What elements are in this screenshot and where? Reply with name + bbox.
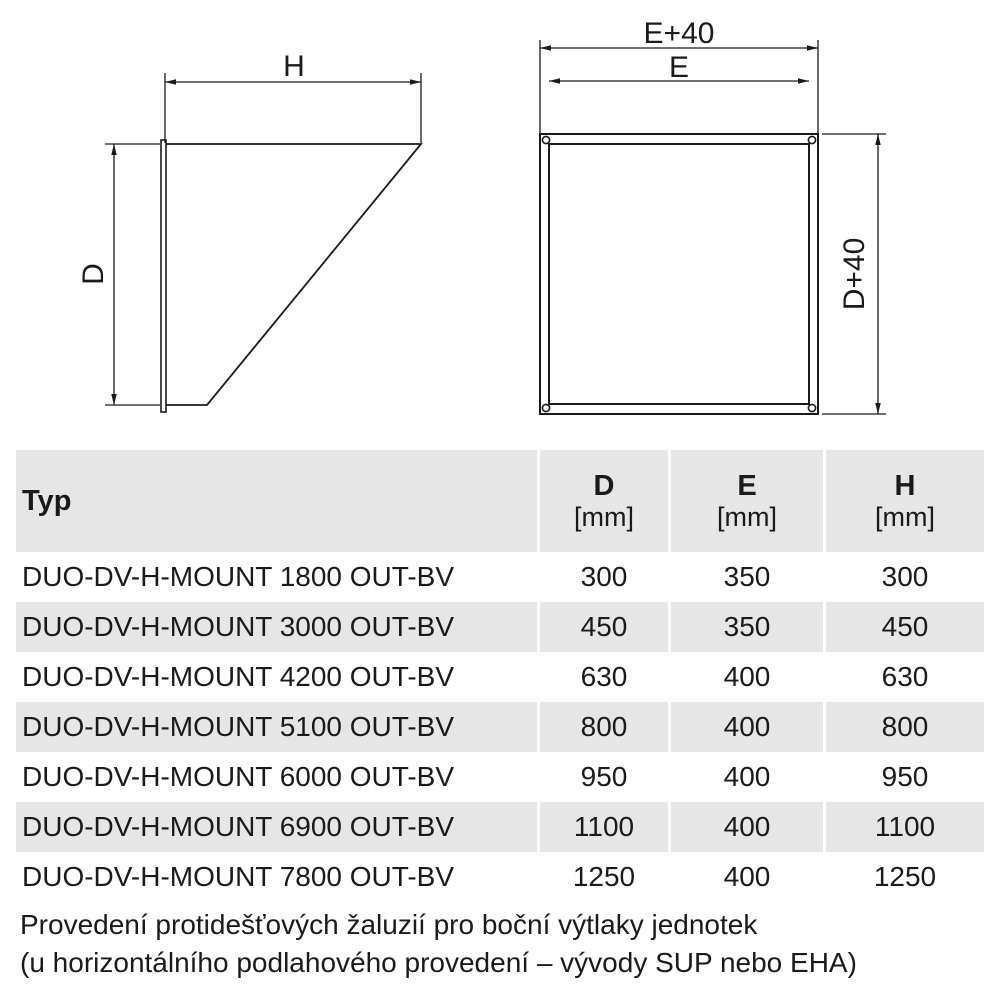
dimension-label-d-plus-40: D+40: [838, 237, 871, 311]
cell-h: 1250: [823, 852, 984, 902]
front-view: [540, 40, 886, 414]
cell-h: 300: [823, 552, 984, 602]
table-row: [16, 802, 984, 852]
dimension-label-d: D: [77, 263, 110, 285]
cell-e: 400: [668, 752, 823, 802]
table-row: [16, 702, 984, 752]
cell-h: 1100: [823, 802, 984, 852]
cell-h: 630: [823, 652, 984, 702]
cell-type: DUO-DV-H-MOUNT 4200 OUT-BV: [22, 661, 454, 692]
cell-h: 800: [823, 702, 984, 752]
mounting-hole-bottom-left: [542, 404, 549, 411]
side-view: [105, 73, 421, 412]
cell-d: 1250: [537, 852, 668, 902]
cell-type: DUO-DV-H-MOUNT 6900 OUT-BV: [16, 802, 537, 852]
mounting-hole-top-right: [808, 136, 815, 143]
cell-d: 800: [537, 702, 668, 752]
header-e-unit: [mm]: [717, 502, 777, 532]
cell-d: 450: [537, 602, 668, 652]
table-row: [16, 552, 984, 602]
cell-d: 300: [537, 552, 668, 602]
header-d-unit: [mm]: [574, 502, 634, 532]
cell-type: DUO-DV-H-MOUNT 6000 OUT-BV: [22, 761, 454, 792]
dimension-label-h: H: [283, 50, 305, 83]
header-type: Typ: [16, 450, 537, 552]
front-frame-inner: [549, 144, 809, 404]
caption-line-1: Provedení protidešťových žaluzií pro boční výtlaky jednotek: [20, 909, 758, 940]
header-d-name: D: [593, 470, 615, 502]
caption: [20, 906, 990, 982]
cell-d: 1100: [537, 802, 668, 852]
cell-type: DUO-DV-H-MOUNT 5100 OUT-BV: [16, 702, 537, 752]
dimension-label-e-plus-40: E+40: [643, 17, 715, 50]
cell-type: DUO-DV-H-MOUNT 1800 OUT-BV: [22, 561, 454, 592]
header-h-unit: [mm]: [875, 502, 935, 532]
table-row: [16, 752, 984, 802]
caption-line-2: (u horizontálního podlahového provedení – vývody SUP nebo EHA): [20, 947, 857, 978]
cell-e: 350: [668, 552, 823, 602]
dimensions-table: [16, 450, 984, 902]
cell-d: 950: [537, 752, 668, 802]
technical-drawing: [0, 0, 1000, 440]
cell-e: 400: [668, 802, 823, 852]
cell-type: DUO-DV-H-MOUNT 7800 OUT-BV: [22, 861, 454, 892]
mounting-hole-bottom-right: [808, 404, 815, 411]
cell-h: 450: [823, 602, 984, 652]
header-h: [823, 450, 984, 552]
table-header-row: [16, 450, 984, 552]
mounting-flange: [161, 140, 166, 412]
table-row: [16, 652, 984, 702]
cell-e: 400: [668, 852, 823, 902]
header-e-name: E: [737, 470, 757, 502]
header-e: [668, 450, 823, 552]
cell-e: 350: [668, 602, 823, 652]
front-frame-outer: [540, 134, 818, 414]
cell-d: 630: [537, 652, 668, 702]
cell-e: 400: [668, 652, 823, 702]
table-row: [16, 852, 984, 902]
header-h-name: H: [894, 470, 916, 502]
dimension-label-e: E: [668, 51, 690, 84]
cell-e: 400: [668, 702, 823, 752]
table-row: [16, 602, 984, 652]
cell-h: 950: [823, 752, 984, 802]
header-d: [537, 450, 668, 552]
louvre-hood-outline: [166, 144, 421, 405]
mounting-hole-top-left: [542, 136, 549, 143]
cell-type: DUO-DV-H-MOUNT 3000 OUT-BV: [16, 602, 537, 652]
